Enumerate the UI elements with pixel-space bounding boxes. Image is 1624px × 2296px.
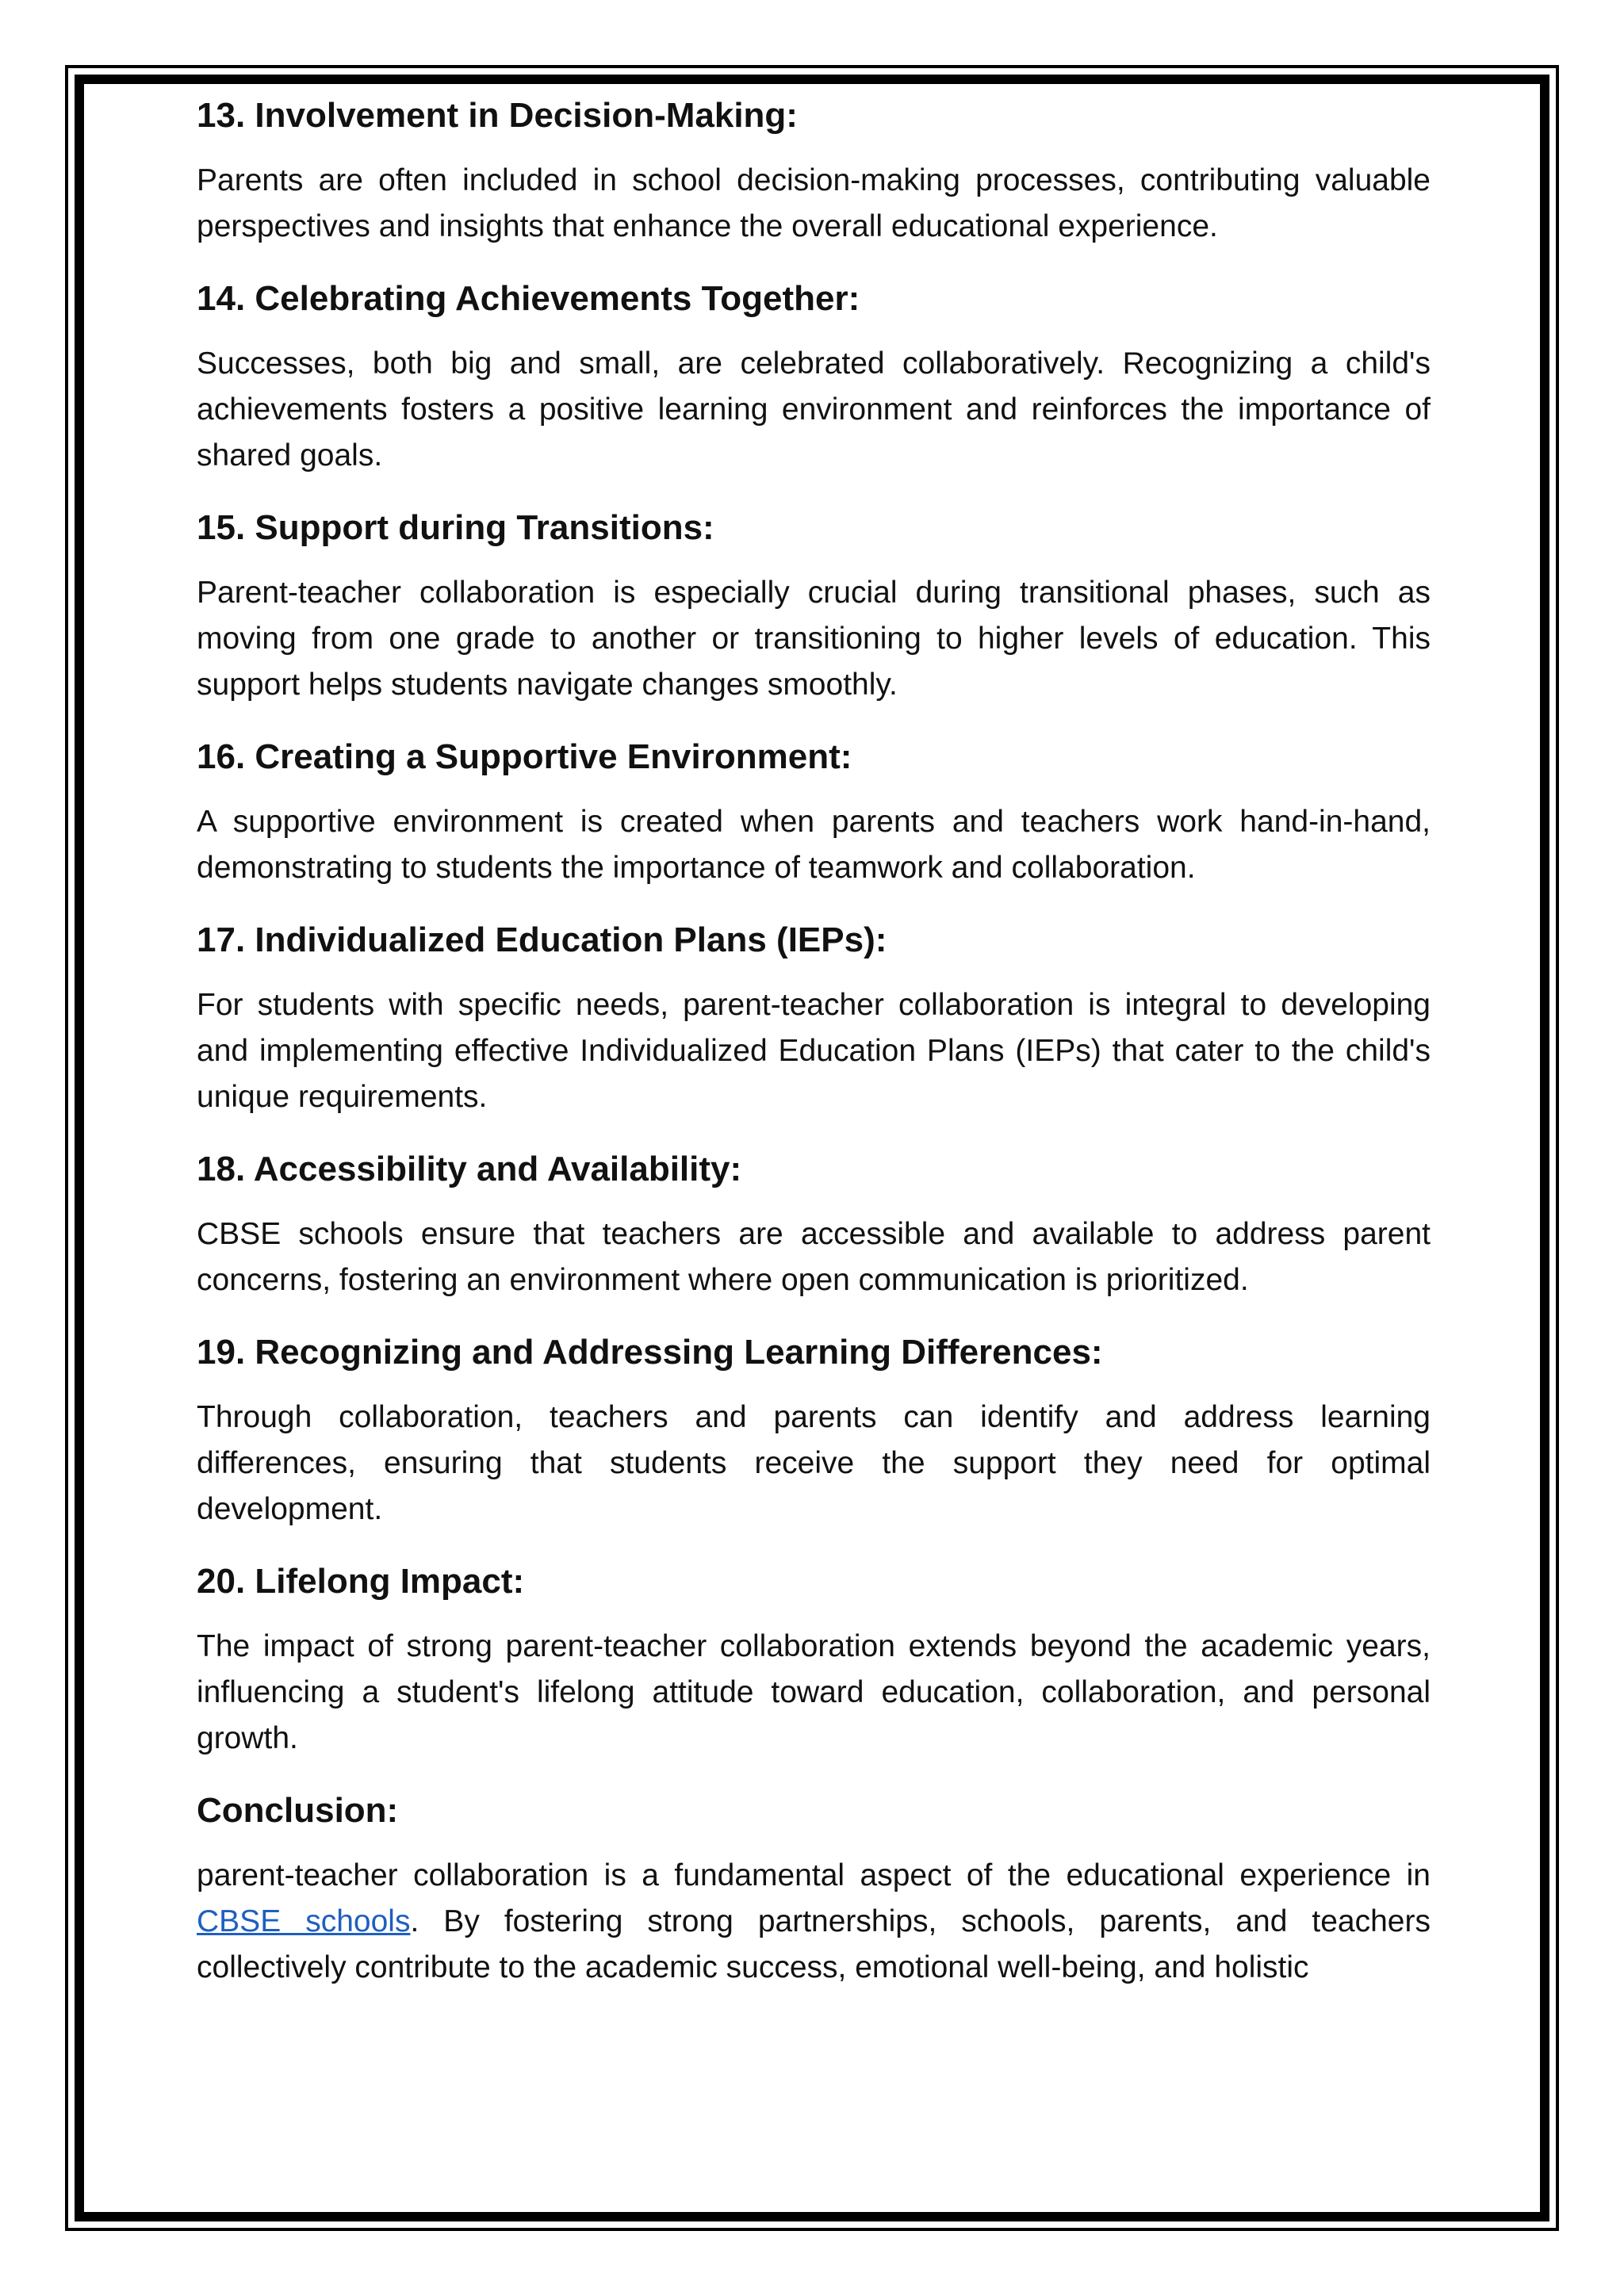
- conclusion-heading: Conclusion:: [197, 1791, 399, 1830]
- section-heading: 20. Lifelong Impact:: [197, 1562, 525, 1601]
- section-paragraph: Through collaboration, teachers and parents can identify and address learning differences, ensuring that students receive the support they need for optimal development.: [197, 1400, 1431, 1526]
- section-heading: 18. Accessibility and Availability:: [197, 1150, 742, 1188]
- section-paragraph: For students with specific needs, parent-teacher collaboration is integral to developing and implementing effective Individualized Education Plans (IEPs) that cater to the child's unique requirements.: [197, 988, 1431, 1114]
- document-content: [197, 94, 1431, 2018]
- conclusion-section: [197, 1789, 1431, 1991]
- conclusion-text-end: . By fostering strong partnerships, schools, parents, and teachers collectively contribute to the academic success, emotional well-being, and holistic: [197, 1904, 1431, 1984]
- section-paragraph: A supportive environment is created when parents and teachers work hand-in-hand, demonstrating to students the importance of teamwork and collaboration.: [197, 805, 1431, 885]
- section-15: [197, 506, 1431, 708]
- section-16: [197, 735, 1431, 891]
- section-heading: 16. Creating a Supportive Environment:: [197, 737, 852, 776]
- section-heading: 17. Individualized Education Plans (IEPs):: [197, 920, 887, 959]
- section-13: [197, 94, 1431, 250]
- section-paragraph: Successes, both big and small, are celebrated collaboratively. Recognizing a child's achievements fosters a positive learning environment and reinforces the importance of shared goals.: [197, 346, 1431, 473]
- conclusion-text-start: parent-teacher collaboration is a fundamental aspect of the educational experience in: [197, 1858, 1431, 1892]
- section-heading: 14. Celebrating Achievements Together:: [197, 279, 860, 318]
- conclusion-paragraph: [197, 1853, 1431, 1991]
- section-heading: 13. Involvement in Decision-Making:: [197, 96, 798, 135]
- cbse-schools-link[interactable]: CBSE schools: [197, 1904, 411, 1938]
- section-paragraph: CBSE schools ensure that teachers are accessible and available to address parent concerns, fostering an environment where open communication is prioritized.: [197, 1217, 1431, 1297]
- section-17: [197, 918, 1431, 1120]
- section-paragraph: The impact of strong parent-teacher collaboration extends beyond the academic years, influencing a student's lifelong attitude toward education, collaboration, and personal growth.: [197, 1629, 1431, 1755]
- section-paragraph: Parents are often included in school decision-making processes, contributing valuable perspectives and insights that enhance the overall educational experience.: [197, 163, 1431, 243]
- section-19: [197, 1330, 1431, 1533]
- section-heading: 19. Recognizing and Addressing Learning Differences:: [197, 1333, 1103, 1372]
- section-18: [197, 1147, 1431, 1303]
- section-paragraph: Parent-teacher collaboration is especially crucial during transitional phases, such as moving from one grade to another or transitioning to higher levels of education. This support helps students navigate changes smoothly.: [197, 576, 1431, 702]
- section-14: [197, 277, 1431, 479]
- section-heading: 15. Support during Transitions:: [197, 508, 714, 547]
- section-20: [197, 1559, 1431, 1762]
